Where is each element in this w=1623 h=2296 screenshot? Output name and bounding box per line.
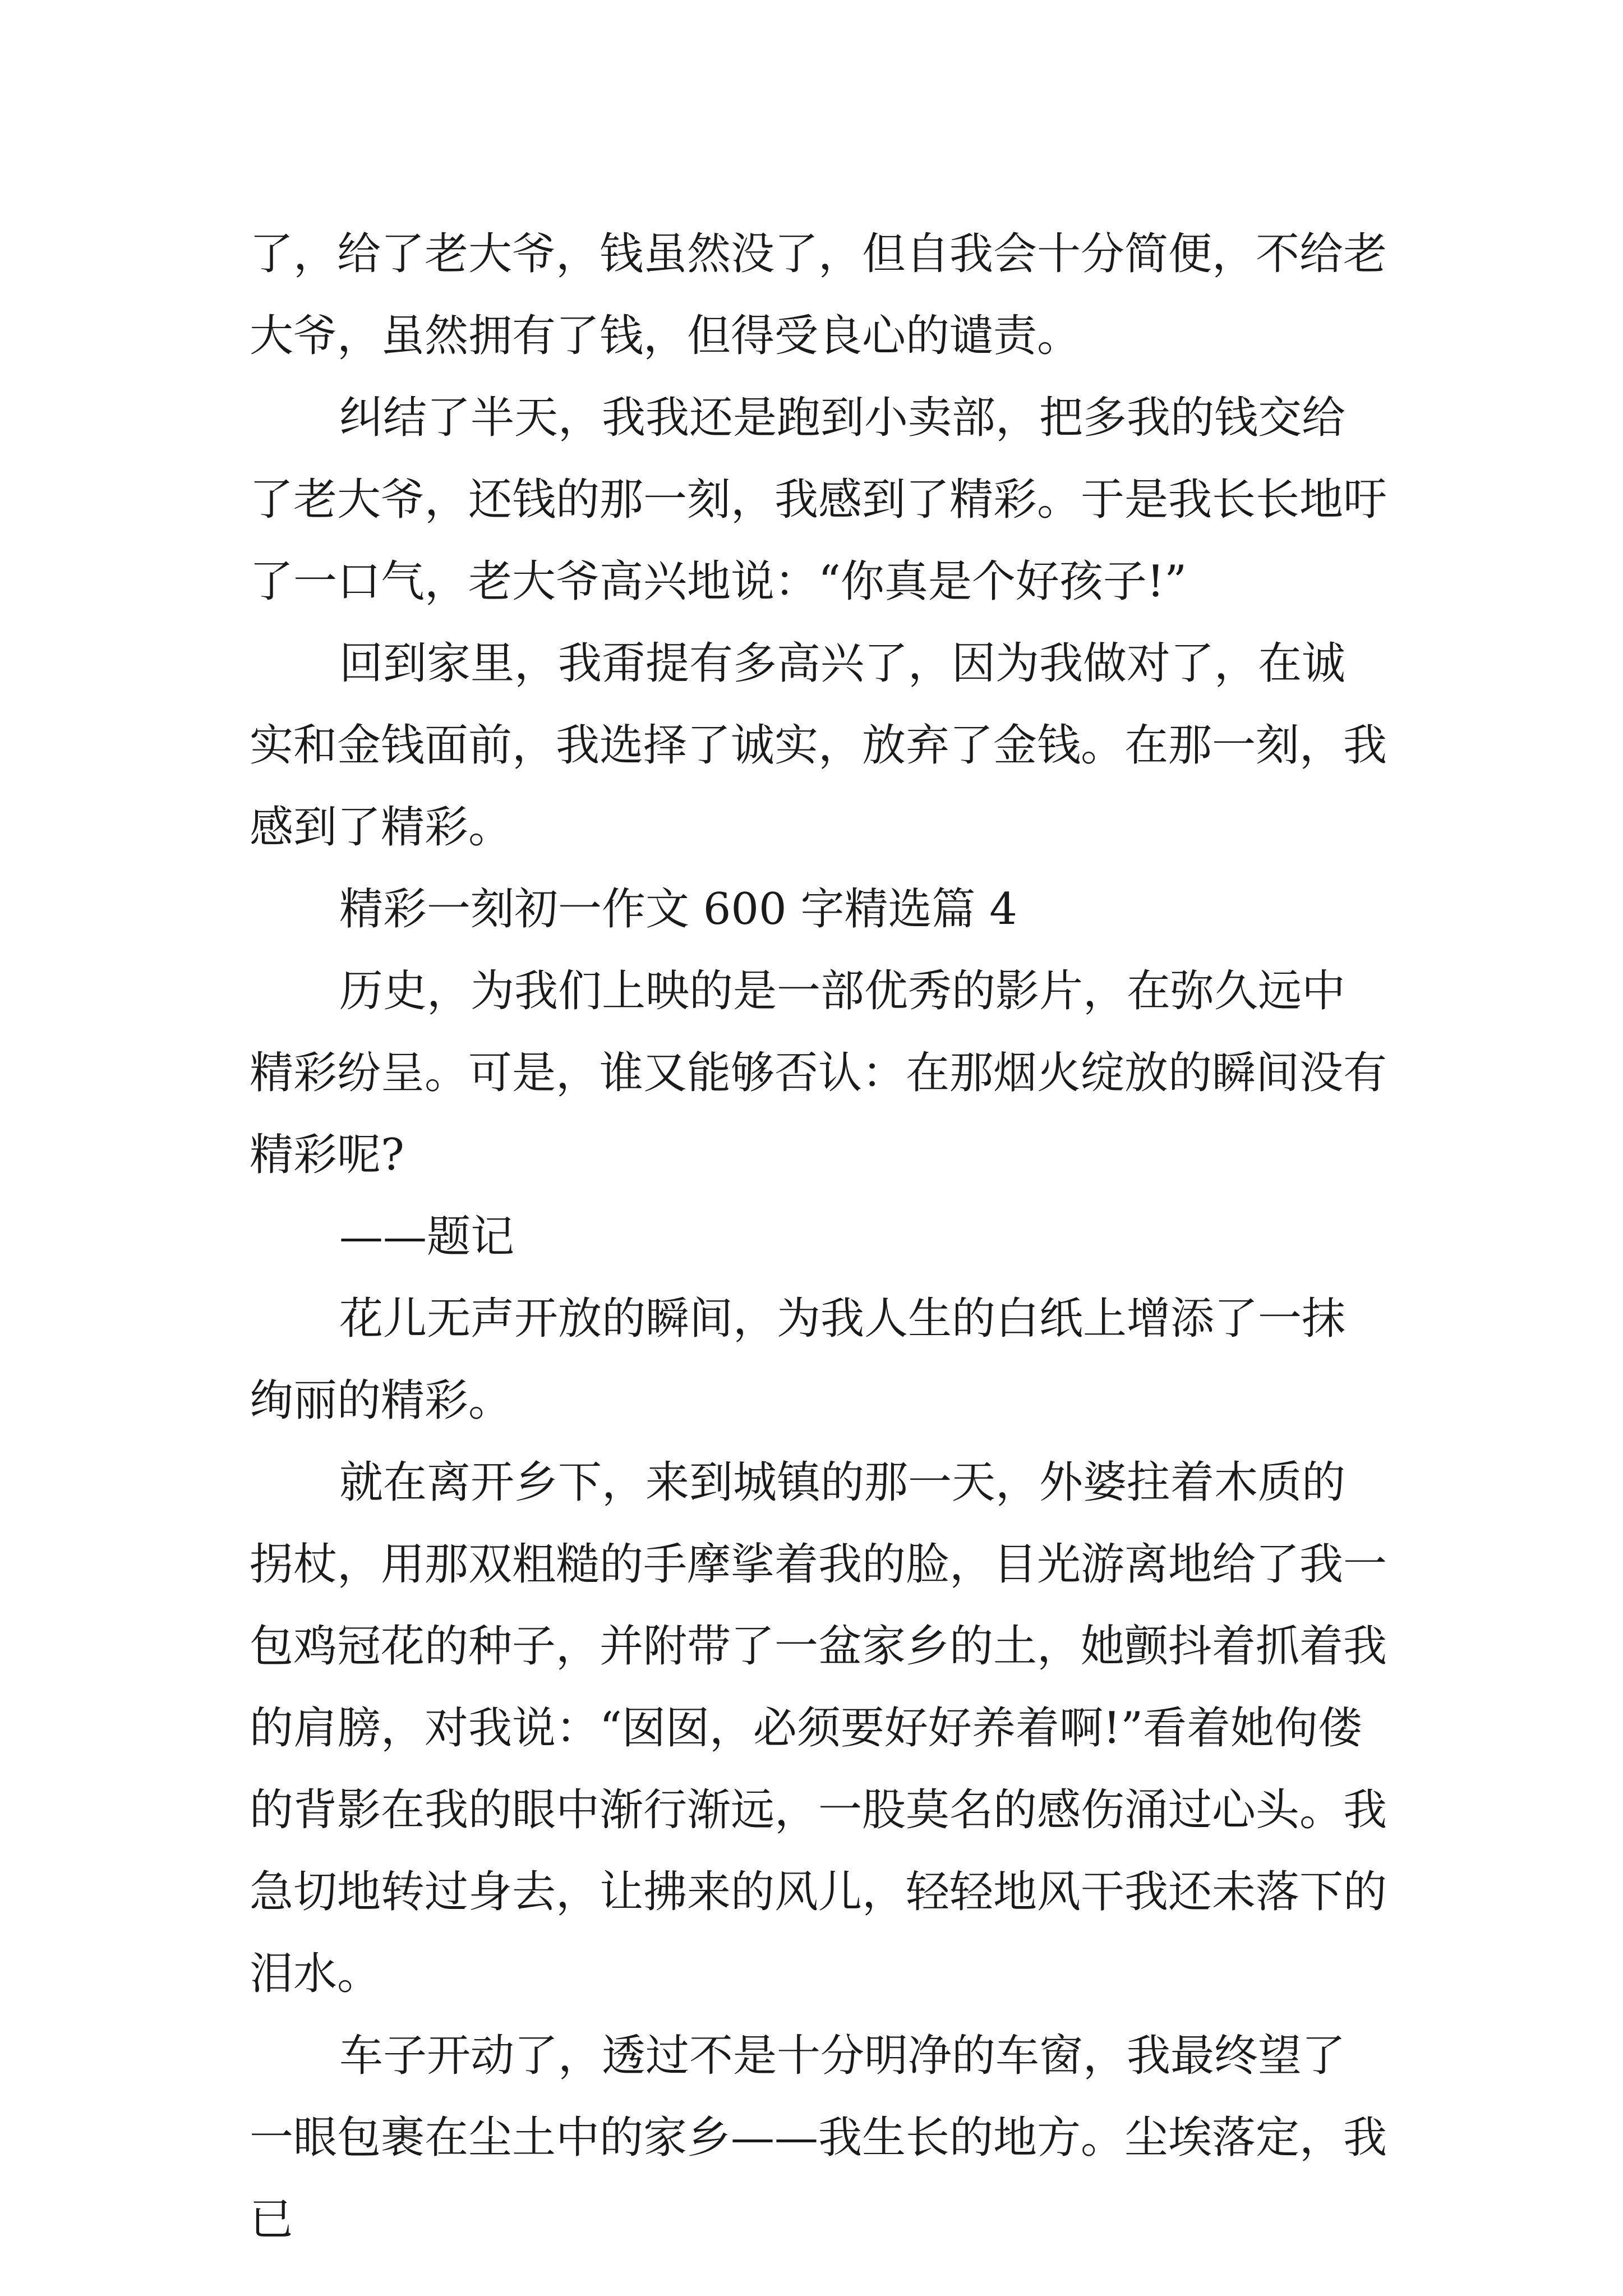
paragraph-1: 了，给了老大爷，钱虽然没了，但自我会十分简便，不给老大爷，虽然拥有了钱，但得受良心的谴责。 (250, 229, 1387, 361)
paragraph-6: 就在离开乡下，来到城镇的那一天，外婆拄着木质的拐杖，用那双粗糙的手摩挲着我的脸，目光游离地给了我一包鸡冠花的种子，并附带了一盆家乡的土，她颤抖着抓着我的肩膀，对我说：“囡囡，必须要好好养着啊!”看着她佝偻的背影在我的眼中渐行渐远，一股莫名的感伤涌过心头。我急切地转过身去，让拂来的风儿，轻轻地风干我还未落下的泪水。 (250, 1457, 1387, 1999)
section-heading: 精彩一刻初一作文 600 字精选篇 4 (339, 884, 1017, 935)
paragraph-epigraph: 历史，为我们上映的是一部优秀的影片，在弥久远中精彩纷呈。可是，谁又能够否认：在那烟火绽放的瞬间没有精彩呢? (250, 966, 1387, 1180)
paragraph-5: 花儿无声开放的瞬间，为我人生的白纸上增添了一抹绚丽的精彩。 (250, 1294, 1346, 1426)
paragraph-2: 纠结了半天，我我还是跑到小卖部，把多我的钱交给了老大爷，还钱的那一刻，我感到了精彩。于是我长长地吁了一口气，老大爷高兴地说：“你真是个好孩子!” (250, 393, 1387, 607)
epigraph-attribution: ——题记 (339, 1212, 515, 1262)
paragraph-7: 车子开动了，透过不是十分明净的车窗，我最终望了一眼包裹在尘土中的家乡——我生长的地方。尘埃落定，我已 (250, 2031, 1387, 2245)
paragraph-3: 回到家里，我甭提有多高兴了，因为我做对了，在诚实和金钱面前，我选择了诚实，放弃了金钱。在那一刻，我感到了精彩。 (250, 638, 1387, 853)
body-text (250, 213, 1388, 2261)
